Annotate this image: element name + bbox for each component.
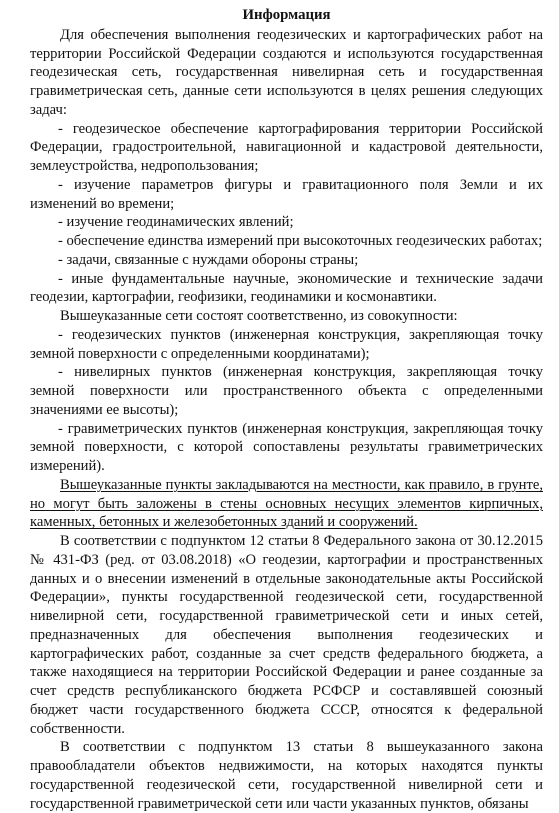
- underlined-paragraph: Вышеуказанные пункты закладываются на местности, как правило, в грунте, но могут быть заложены в стены основных несущих элементов кирпичных, каменных, бетонных и железобетонных зданий и сооружений.: [30, 476, 543, 531]
- networks-intro: Вышеуказанные сети состоят соответственно, из совокупности:: [60, 308, 458, 324]
- task-item: - обеспечение единства измерений при высокоточных геодезических работах;: [58, 233, 543, 249]
- task-item: - изучение параметров фигуры и гравитационного поля Земли и их изменений во времени;: [30, 176, 543, 212]
- intro-paragraph: Для обеспечения выполнения геодезических и картографических работ на территории Российской Федерации создаются и используются государственная геодезическая сеть, государственная нивелирная сеть и государственная гравиметрическая сеть, данные сети используются в целях решения следующих задач:: [30, 26, 543, 118]
- point-item: - гравиметрических пунктов (инженерная конструкция, закрепляющая точку земной поверхности, с которой сопоставлены результаты гравиметрических измерений).: [30, 420, 543, 474]
- task-item: - изучение геодинамических явлений;: [58, 214, 294, 231]
- task-item: - иные фундаментальные научные, экономические и технические задачи геодезии, картографии, геофизики, геодинамики и космонавтики.: [30, 270, 543, 306]
- point-item: - геодезических пунктов (инженерная конструкция, закрепляющая точку земной поверхности с определенными координатами);: [30, 326, 543, 362]
- task-item: - геодезическое обеспечение картографирования территории Российской Федерации, градостроительной, навигационной и кадастровой деятельности, землеустройства, недропользования;: [30, 120, 543, 174]
- point-item: - нивелирных пунктов (инженерная конструкция, закрепляющая точку земной поверхности или пространственного объекта с определенными значениями ее высоты);: [30, 364, 543, 418]
- law-paragraph-1: В соответствии с подпунктом 12 статьи 8 Федерального закона от 30.12.2015 № 431-ФЗ (ред. от 03.08.2018) «О геодезии, картографии и пространственных данных и о внесении изменений в отдельные законодательные акты Российской Федерации», пункты государственной геодезической сети, государственной нивелирной сети, государственной гравиметрической сети и иных сетей, предназначенных для обеспечения выполнения геодезических и картографических работ, созданные за счет средств федерального бюджета, а также находящиеся на территории Российской Федерации и ранее созданные за счет средств республиканского бюджета РСФСР и составлявшей союзный бюджет части государственного бюджета СССР, относятся к федеральной собственности.: [30, 533, 543, 737]
- task-item: - задачи, связанные с нуждами обороны страны;: [58, 251, 359, 268]
- law-paragraph-2: В соответствии с подпунктом 13 статьи 8 вышеуказанного закона правообладатели объектов недвижимости, на которых находятся пункты государственной геодезической сети, государственной нивелирной сети и государственной гравиметрической сети или части указанных пунктов, обязаны: [30, 739, 543, 812]
- document-title: Информация: [242, 7, 331, 23]
